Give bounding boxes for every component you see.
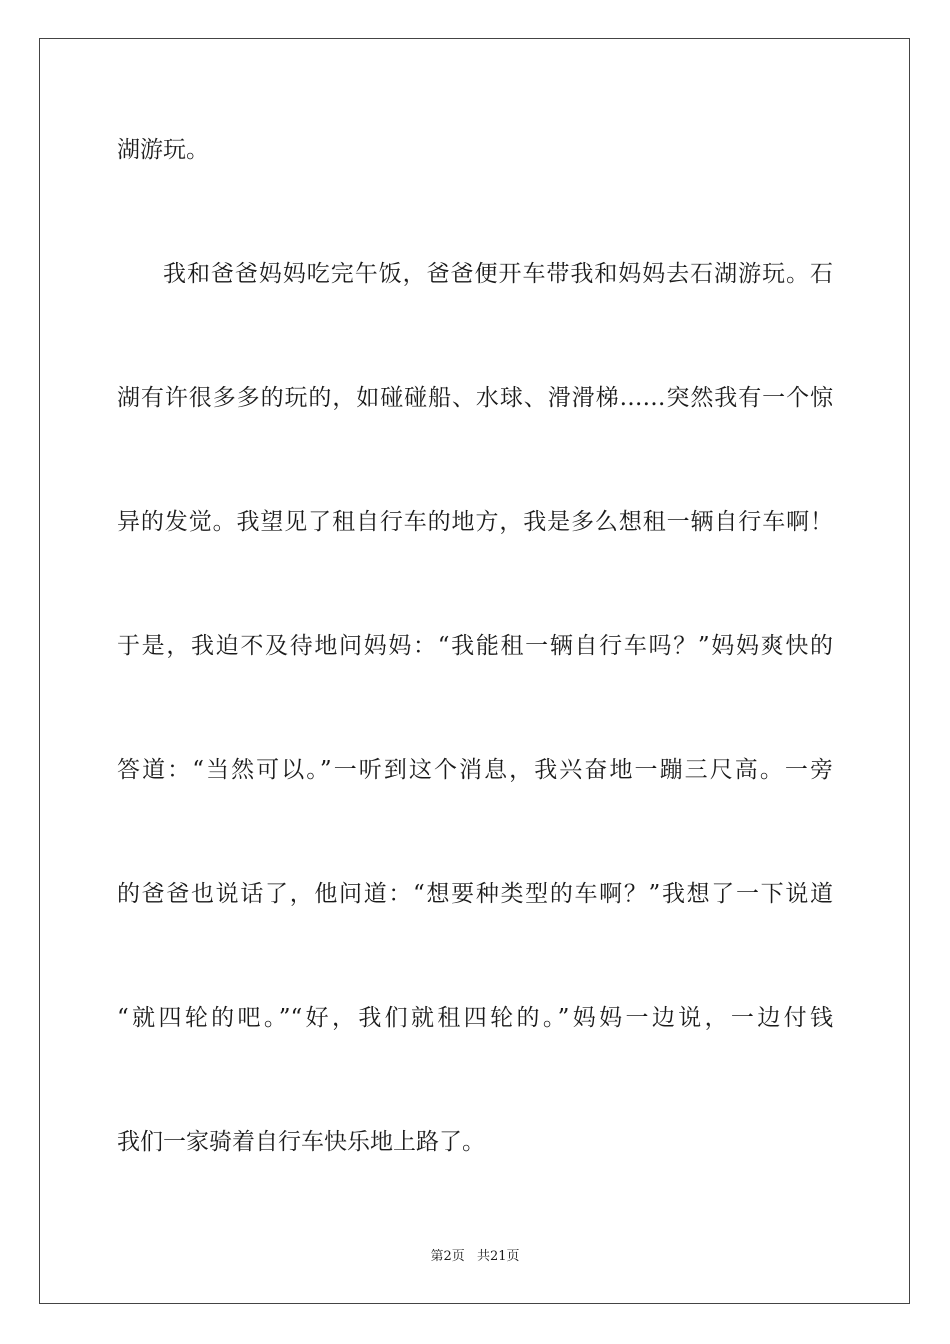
text-line-5: 于是，我迫不及待地问妈妈：“我能租一辆自行车吗？”妈妈爽快的: [117, 633, 833, 659]
text-line-6: 答道：“当然可以。”一听到这个消息，我兴奋地一蹦三尺高。一旁: [117, 757, 833, 783]
page-border: [39, 38, 910, 1304]
text-line-3: 湖有许很多多的玩的，如碰碰船、水球、滑滑梯……突然我有一个惊: [117, 385, 833, 411]
page-number: 第2页: [430, 1249, 465, 1264]
total-pages: 共21页: [476, 1249, 520, 1264]
page-footer: [0, 1248, 950, 1266]
text-line-1: 湖游玩。: [117, 137, 209, 163]
text-line-7: 的爸爸也说话了，他问道：“想要种类型的车啊？”我想了一下说道: [117, 881, 833, 907]
text-line-9: 我们一家骑着自行车快乐地上路了。: [117, 1129, 485, 1155]
text-line-8: “就四轮的吧。”“好，我们就租四轮的。”妈妈一边说，一边付钱: [117, 1005, 833, 1031]
text-line-4: 异的发觉。我望见了租自行车的地方，我是多么想租一辆自行车啊！: [117, 509, 833, 535]
text-line-2: 我和爸爸妈妈吃完午饭，爸爸便开车带我和妈妈去石湖游玩。石: [163, 261, 833, 287]
